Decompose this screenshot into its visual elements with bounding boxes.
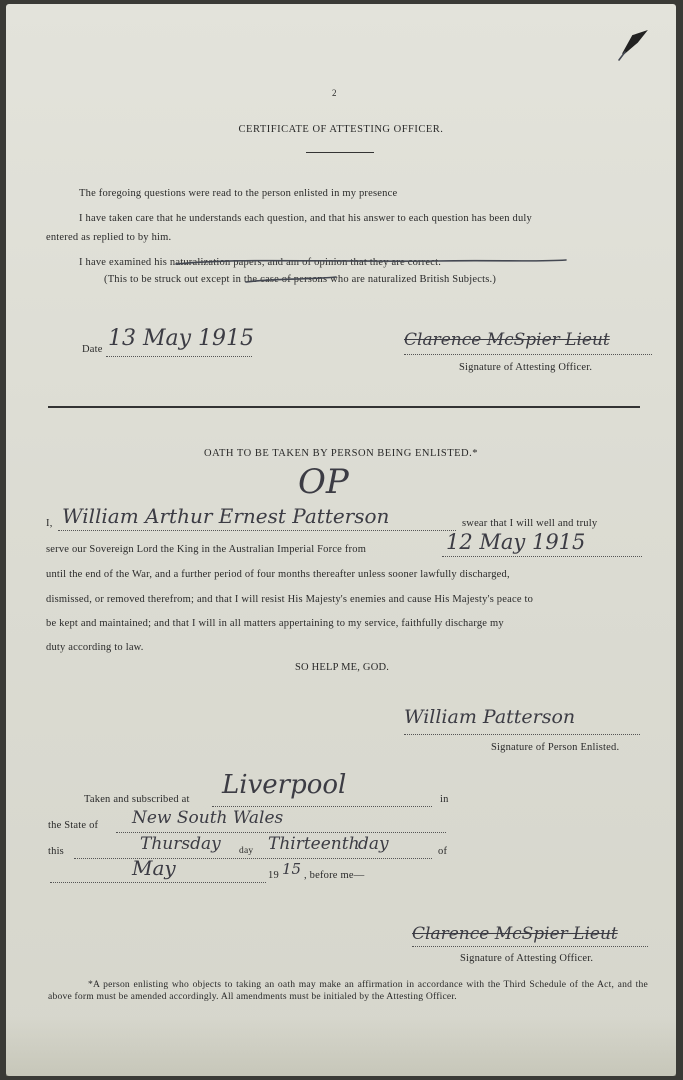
date-handwritten: 13 May 1915 (108, 326, 255, 351)
officer-signature-1: Clarence McSpier Lieut (404, 330, 610, 350)
oath-text-4: dismissed, or removed therefrom; and that I will resist His Majesty's enemies and cause His Majesty's peace to (46, 594, 534, 605)
oath-title: OATH TO BE TAKEN BY PERSON BEING ENLISTED.* (203, 448, 479, 459)
taken-label: Taken and subscribed at (84, 794, 190, 805)
section-divider (48, 406, 640, 408)
this-label: this (48, 846, 64, 857)
date-label: Date (82, 344, 103, 355)
oath-text-2: serve our Sovereign Lord the King in the Australian Imperial Force from (46, 544, 367, 555)
certificate-line-3: I have examined his naturalization papers, and am of opinion that they are correct. (79, 257, 442, 268)
enlisted-signature: William Patterson (404, 706, 576, 728)
officer-signature-label-2: Signature of Attesting Officer. (460, 953, 594, 964)
month-handwritten: May (132, 856, 176, 880)
before-me-label: , before me— (304, 870, 365, 881)
title-underline (306, 152, 374, 153)
strikethrough-mark (176, 256, 576, 296)
weekday-handwritten: Thursday (140, 834, 221, 854)
month-dotted-line (50, 882, 266, 883)
state-label: the State of (48, 820, 99, 831)
officer-signature-line-2 (412, 946, 648, 947)
certificate-line-2b: entered as replied to by him. (46, 232, 172, 243)
certificate-line-1: The foregoing questions were read to the person enlisted in my presence (79, 188, 398, 199)
oath-i-label: I, (46, 518, 53, 529)
oath-closing: SO HELP ME, GOD. (295, 662, 390, 673)
day-handwritten: day (358, 834, 389, 854)
certificate-title: CERTIFICATE OF ATTESTING OFFICER. (238, 124, 444, 135)
in-label: in (440, 794, 449, 805)
enlistee-name-handwritten: William Arthur Ernest Patterson (62, 504, 390, 528)
certificate-line-2a: I have taken care that he understands each question, and that his answer to each question has been duly (79, 213, 532, 224)
weekday-day-label: day (239, 846, 254, 856)
of-label: of (438, 846, 448, 857)
oath-text-1: swear that I will well and truly (462, 518, 598, 529)
from-date-handwritten: 12 May 1915 (446, 530, 586, 554)
initials-handwritten: OP (298, 462, 349, 502)
oath-text-6: duty according to law. (46, 642, 144, 653)
certificate-line-4: (This to be struck out except in the case of persons who are naturalized British Subjects.) (104, 274, 497, 285)
from-date-dotted-line (442, 556, 642, 557)
day-dotted-line (74, 858, 432, 859)
year-handwritten: 15 (282, 860, 302, 878)
name-dotted-line (58, 530, 456, 531)
page-number: 2 (332, 88, 337, 98)
date-dotted-line (106, 356, 252, 357)
day-value-handwritten: Thirteenth (268, 834, 360, 854)
document-page (6, 4, 676, 1076)
officer-signature-line-1 (404, 354, 652, 355)
year-prefix: 19 (268, 870, 279, 881)
place-handwritten: Liverpool (222, 770, 347, 800)
officer-signature-2: Clarence McSpier Lieut (412, 924, 618, 944)
oath-text-5: be kept and maintained; and that I will in all matters appertaining to my service, faithfully discharge my (46, 618, 504, 629)
oath-text-3: until the end of the War, and a further period of four months thereafter unless sooner lawfully discharged, (46, 569, 510, 580)
state-dotted-line (116, 832, 446, 833)
place-dotted-line (212, 806, 432, 807)
enlisted-signature-label: Signature of Person Enlisted. (491, 742, 620, 753)
ink-mark (613, 26, 653, 66)
officer-signature-label-1: Signature of Attesting Officer. (459, 362, 593, 373)
enlisted-signature-line (404, 734, 640, 735)
footnote: *A person enlisting who objects to taking an oath may make an affirmation in accordance with the Third Schedule of the Act, and the above form must be amended accordingly. All amendments must be initialed by the Attesting Officer. (48, 979, 648, 1002)
state-handwritten: New South Wales (132, 808, 284, 828)
